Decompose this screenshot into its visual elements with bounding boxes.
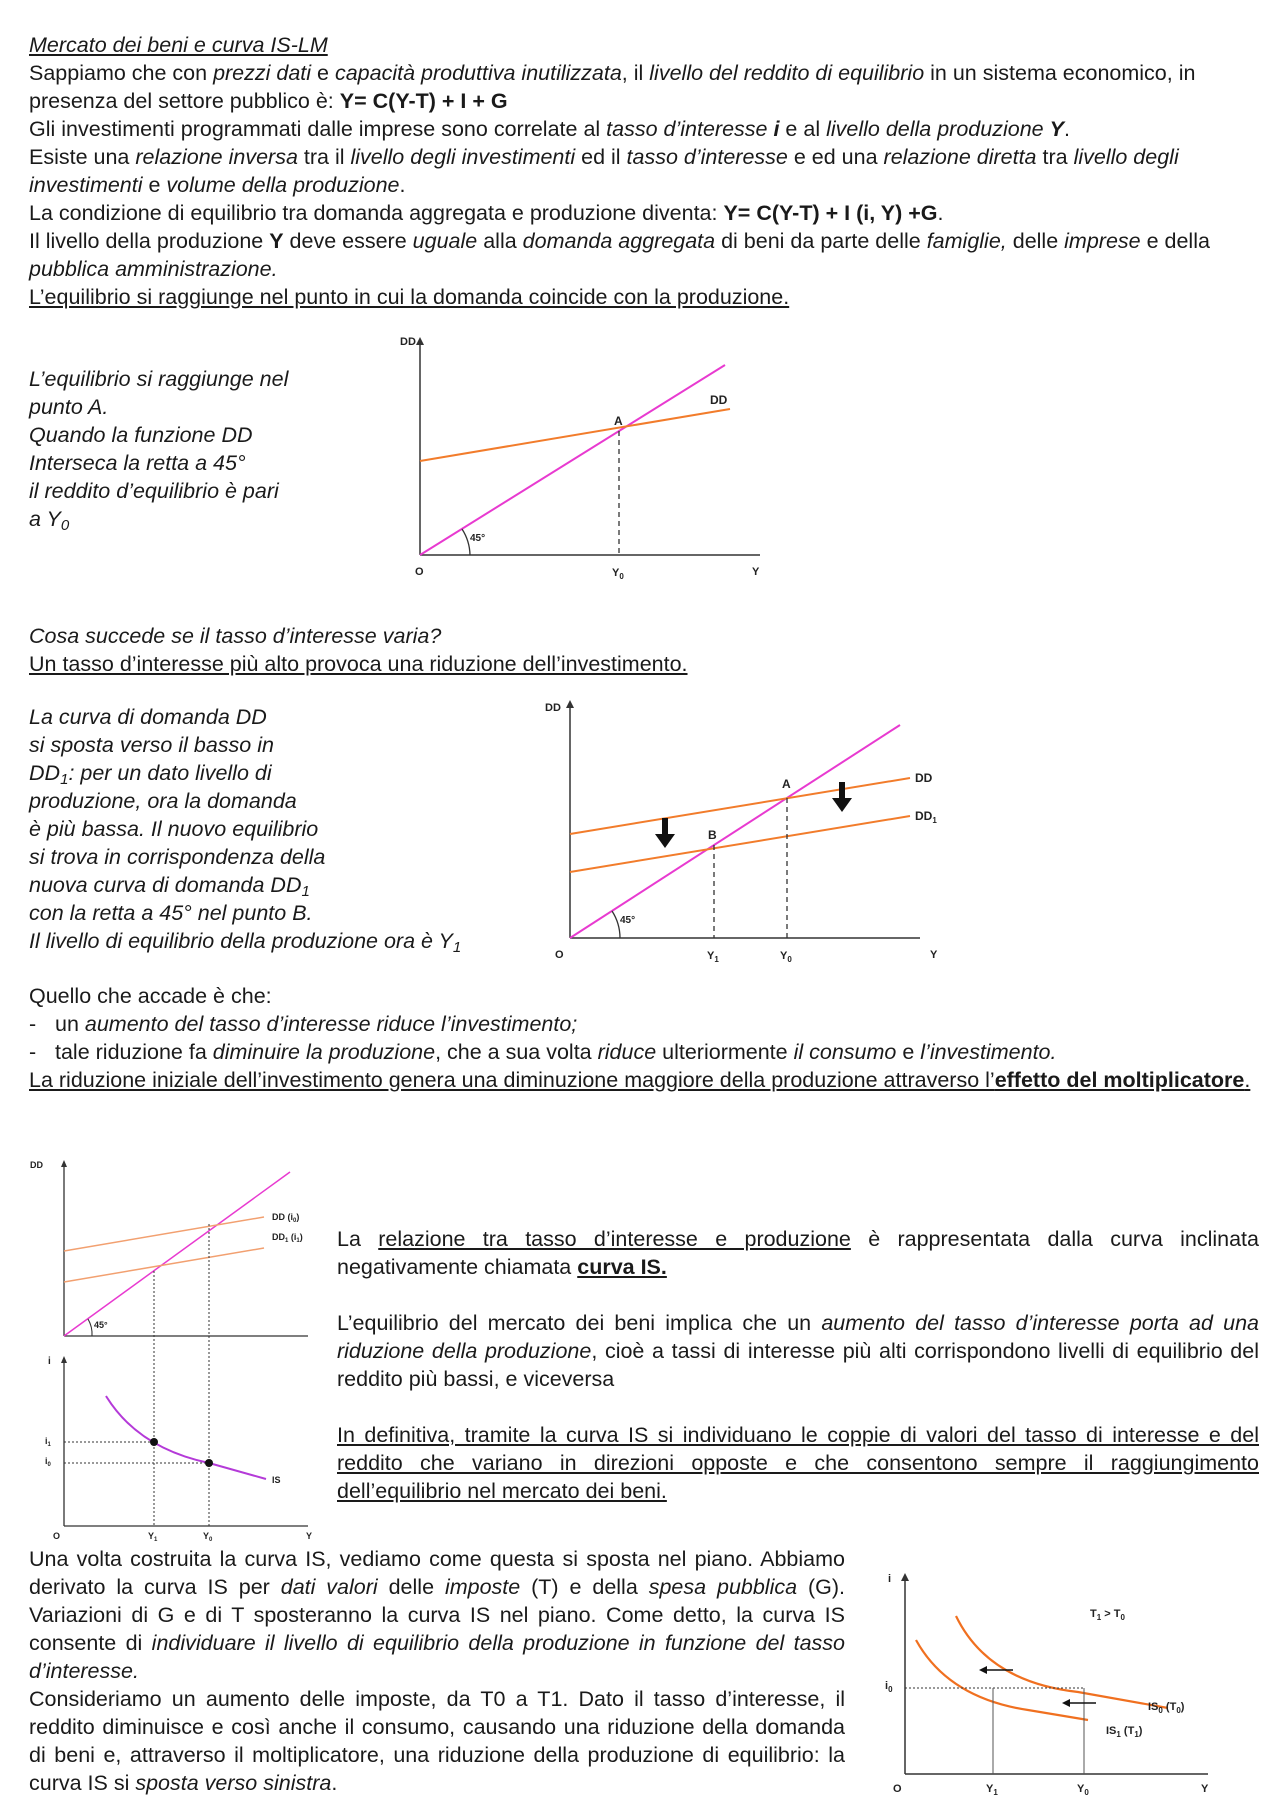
paragraph-equilibrium-income: Sappiamo che con prezzi dati e capacità produttiva inutilizzata, il livello del reddito di equilibrio in un sistema economico, in presenza del settore pubblico è: Y= C(Y-T) + I + G — [29, 61, 1196, 113]
fig3-angle-arc — [88, 1319, 92, 1336]
fig3-dd-i0-line — [64, 1217, 264, 1251]
fig4-y1-label: $Y_1$ — [986, 1783, 998, 1797]
fig2-dd-label: DD — [915, 771, 933, 785]
fig3-diagram — [28, 1158, 328, 1543]
fig4-tax-label: $T_1 > T_0$ — [1090, 1608, 1125, 1622]
fig1-angle-arc — [462, 529, 470, 555]
is-curve-section — [337, 1225, 1259, 1505]
fig2-angle-label: 45° — [620, 915, 636, 926]
fig4-y0-label: $Y_0$ — [1077, 1783, 1089, 1797]
intro-line: Quello che accade è che: — [29, 984, 272, 1008]
fig1-caption-line: Quando la funzione DD — [29, 423, 253, 447]
is-definition: La relazione tra tasso d’interesse e produzione è rappresentata dalla curva inclinata negativamente chiamata curva IS. — [337, 1227, 1259, 1279]
fig2-caption-line: si trova in corrispondenza della — [29, 845, 326, 869]
fig2-x-axis-label: Y — [930, 949, 938, 961]
fig4-diagram — [878, 1572, 1218, 1802]
fig3-point-i0 — [205, 1459, 213, 1467]
fig3-x-label: Y — [306, 1531, 313, 1541]
fig3-bottom-y-label: i — [48, 1356, 51, 1367]
fig4-x-label: Y — [1201, 1783, 1209, 1795]
fig2-diagram — [545, 700, 945, 970]
fig1-diagram — [400, 335, 780, 585]
fig2-caption — [29, 703, 539, 955]
fig4-origin: O — [893, 1783, 902, 1795]
multiplier-section — [29, 982, 1259, 1094]
section-title: Mercato dei beni e curva IS-LM — [29, 33, 328, 57]
fig4-is0-label: $IS_0$ $(T_0)$ — [1148, 1701, 1185, 1715]
fig1-origin: O — [415, 566, 424, 578]
fig1-caption-line: punto A. — [29, 395, 109, 419]
fig3-top-y-label: DD — [30, 1160, 43, 1170]
bullet-item: - tale riduzione fa diminuire la produzione, che a sua volta riduce ulteriormente il consumo e l’investimento. — [29, 1040, 1057, 1064]
fig2-caption-line: si sposta verso il basso in — [29, 733, 274, 757]
fig1-caption-line: il reddito d’equilibrio è pari — [29, 479, 279, 503]
fig2-dd-line — [570, 778, 910, 834]
paragraph-investments: Gli investimenti programmati dalle imprese sono correlate al tasso d’interesse i e al livello della produzione Y. — [29, 117, 1070, 141]
fig2-y-axis-label: DD — [545, 702, 561, 714]
fig2-caption-line: Il livello di equilibrio della produzione ora è $Y_1$ — [29, 929, 462, 956]
fig1-x-axis-label: Y — [752, 566, 760, 578]
fig3-point-i1 — [150, 1438, 158, 1446]
fig1-point-a: A — [614, 414, 623, 428]
fig2-point-b: B — [708, 828, 717, 842]
paragraph-relations: Esiste una relazione inversa tra il livello degli investimenti ed il tasso d’interesse e ed una relazione diretta tra livello degli investimenti e volume della produzione. — [29, 145, 1179, 197]
fig4-shift-arrow-bottom — [1062, 1699, 1096, 1707]
question-line: Cosa succede se il tasso d’interesse varia? — [29, 624, 442, 648]
fig1-dd-line — [420, 409, 730, 461]
fig2-y0-label: $Y_0$ — [780, 950, 792, 964]
fig1-caption-line: a $Y_0$ — [29, 507, 70, 534]
fig3-dd1-i1-label: $DD_1$ $(i_1)$ — [272, 1232, 303, 1244]
fig2-origin: O — [555, 949, 564, 961]
multiplier-paragraph: La riduzione iniziale dell’investimento genera una diminuzione maggiore della produzione attraverso l’effetto del moltiplicatore. — [29, 1068, 1251, 1092]
fig1-caption-line: Interseca la retta a 45° — [29, 451, 246, 475]
is-equilibrium: L’equilibrio del mercato dei beni implica che un aumento del tasso d’interesse porta ad una riduzione della produzione, cioè a tassi di interesse più alti corrispondono livelli di equilibrio del reddito più bassi, e viceversa — [337, 1311, 1260, 1391]
fig1-y0-label: $Y_0$ — [612, 567, 624, 581]
paragraph-equilibrium-condition: La condizione di equilibrio tra domanda aggregata e produzione diventa: Y= C(Y-T) + I (i, Y) +G. — [29, 201, 944, 225]
fig3-dd-i0-label: DD $(i_0)$ — [272, 1212, 300, 1224]
fig1-dd-label: DD — [710, 393, 728, 407]
fig1-45-line — [420, 365, 725, 555]
fig4-y-arrow — [901, 1573, 909, 1581]
fig4-i0-label: $i_0$ — [885, 1680, 893, 1694]
fig3-dd1-i1-line — [64, 1248, 264, 1282]
fig3-is-label: IS — [272, 1475, 281, 1485]
is-conclusion: In definitiva, tramite la curva IS si individuano le coppie di valori del tasso di interesse e del reddito che variano in direzioni opposte e che consentono sempre il raggiungimento dell’equilibrio nel mercato dei beni. — [337, 1423, 1259, 1503]
fig4-shift-arrow-top — [979, 1666, 1013, 1674]
paragraph-equilibrium-point: L’equilibrio si raggiunge nel punto in cui la domanda coincide con la produzione. — [29, 285, 790, 309]
fig2-caption-line: $DD_1$: per un dato livello di — [29, 761, 272, 788]
fig3-i0-label: $i_0$ — [45, 1456, 51, 1468]
fig1-caption-line: L’equilibrio si raggiunge nel — [29, 367, 289, 391]
fig2-point-a: A — [782, 777, 791, 791]
paragraph-production-level: Il livello della produzione Y deve essere uguale alla domanda aggregata di beni da parte delle famiglie, delle imprese e della pubblica amministrazione. — [29, 229, 1210, 281]
fig4-is1-label: $IS_1$ $(T_1)$ — [1106, 1725, 1143, 1739]
fig1-y-arrow — [416, 337, 424, 345]
fig3-bottom-y-arrow — [61, 1356, 67, 1363]
fig2-shift-arrow-right — [832, 782, 852, 812]
fig2-caption-line: La curva di domanda DD — [29, 705, 267, 729]
fig4-y-axis-label: i — [888, 1573, 892, 1585]
answer-line: Un tasso d’interesse più alto provoca una riduzione dell’investimento. — [29, 652, 688, 676]
intro-section — [29, 31, 1259, 311]
fig3-y1-label: $Y_1$ — [148, 1531, 158, 1543]
fig4-is1-curve — [916, 1640, 1088, 1720]
fig4-is0-curve — [956, 1616, 1168, 1708]
question-section — [29, 622, 1259, 678]
is-shift-section: Una volta costruita la curva IS, vediamo come questa si sposta nel piano. Abbiamo derivato la curva IS per dati valori delle imposte (T) e della spesa pubblica (G). Variazioni di G e di T sposteranno la curva IS nel piano. Come detto, la curva IS consente di individuare il livello di equilibrio della produzione in funzione del tasso d’interesse. Consideriamo un aumento delle imposte, da T0 a T1. Dato il tasso d’interesse, il reddito diminuisce e così anche il consumo, causando una riduzione della domanda di beni e, attraverso il moltiplicatore, una riduzione della produzione di equilibrio: la curva IS si sposta verso sinistra. — [29, 1547, 846, 1795]
fig3-angle-label: 45° — [94, 1320, 108, 1330]
fig2-caption-line: è più bassa. Il nuovo equilibrio — [29, 817, 319, 841]
fig1-caption — [29, 365, 349, 533]
fig1-angle-label: 45° — [470, 533, 486, 544]
fig2-caption-line: nuova curva di domanda $DD_1$ — [29, 873, 310, 900]
fig3-i1-label: $i_1$ — [45, 1436, 51, 1448]
fig3-top-y-arrow — [61, 1160, 67, 1167]
fig2-shift-arrow-left — [655, 818, 675, 848]
fig2-angle-arc — [612, 911, 620, 938]
fig2-dd1-label: $DD_1$ — [915, 809, 937, 825]
fig2-caption-line: produzione, ora la domanda — [29, 789, 297, 813]
fig1-y-axis-label: DD — [400, 336, 416, 348]
fig3-is-curve — [106, 1396, 266, 1479]
fig2-caption-line: con la retta a 45° nel punto B. — [29, 901, 313, 925]
fig3-origin: O — [53, 1531, 61, 1541]
fig2-y1-label: $Y_1$ — [707, 950, 719, 964]
fig2-dd1-line — [570, 816, 910, 872]
fig3-45-line — [64, 1172, 290, 1336]
fig2-45-line — [570, 725, 900, 938]
fig3-y0-label: $Y_0$ — [203, 1531, 213, 1543]
fig2-y-arrow — [566, 700, 574, 708]
bullet-item: - un aumento del tasso d’interesse riduce l’investimento; — [29, 1012, 578, 1036]
